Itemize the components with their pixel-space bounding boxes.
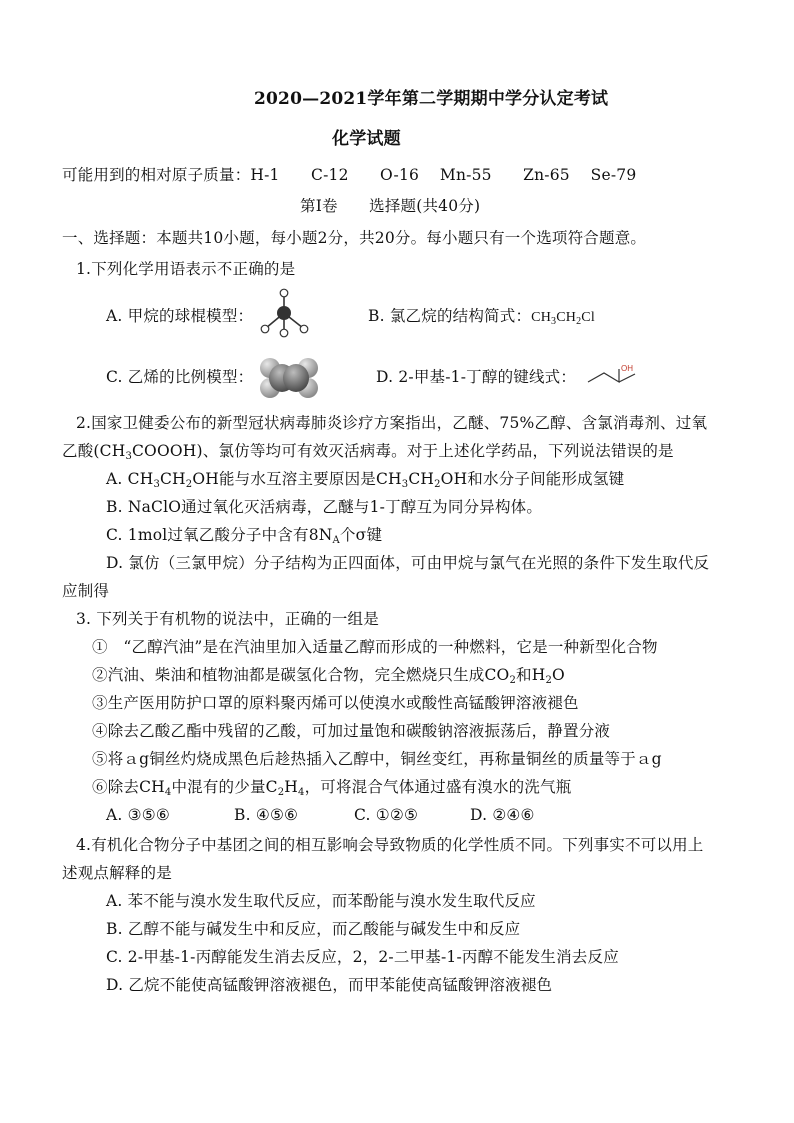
section-heading: 第Ⅰ卷 选择题(共40分) <box>300 197 481 215</box>
q3-option-c: C. ①②⑤ <box>354 806 419 824</box>
exam-title: 2020—2021学年第二学期期中学分认定考试 <box>254 89 609 109</box>
q2-stem-line2: 乙酸$(CH_3COOOH)$、氯仿等均可有效灭活病毒。对于上述化学药品，下列说法错误的是 <box>62 442 674 462</box>
q3-item-6: ⑥除去$CH_4$中混有的少量$C_2H_4$，可将混合气体通过盛有溴水的洗气瓶 <box>92 778 572 798</box>
q2-option-a: A. $CH_3CH_2OH$能与水互溶主要原因是$CH_3CH_2OH$和水分子间能形成氢键 <box>106 470 625 490</box>
q1-option-b: B. 氯乙烷的结构简式：$CH_3CH_2Cl$ <box>368 307 595 327</box>
q1-option-c: C. 乙烯的比例模型： <box>106 368 254 386</box>
q2-stem-line1: 2.国家卫健委公布的新型冠状病毒肺炎诊疗方案指出，乙醚、75%乙醇、含氯消毒剂、过氧 <box>76 414 708 432</box>
methylbutanol-skeletal-formula <box>584 360 644 390</box>
methane-ball-stick-model <box>254 288 314 340</box>
q3-item-2: ②汽油、柴油和植物油都是碳氢化合物，完全燃烧只生成$CO_2$和$H_2O$ <box>92 666 565 686</box>
q2-option-b: B. NaClO通过氧化灭活病毒，乙醚与1-丁醇互为同分异构体。 <box>106 498 543 516</box>
part1-instruction: 一、选择题：本题共10小题，每小题2分，共20分。每小题只有一个选项符合题意。 <box>62 229 647 247</box>
q4-option-b: B. 乙醇不能与碱发生中和反应，而乙酸能与碱发生中和反应 <box>106 920 521 938</box>
q1-option-a: A. 甲烷的球棍模型： <box>106 307 254 325</box>
q3-item-3: ③生产医用防护口罩的原料聚丙烯可以使溴水或酸性高锰酸钾溶液褪色 <box>92 694 579 712</box>
q1-stem: 1.下列化学用语表示不正确的是 <box>76 260 296 278</box>
q3-item-4: ④除去乙酸乙酯中残留的乙酸，可加过量饱和碳酸钠溶液振荡后，静置分液 <box>92 722 611 740</box>
ethylene-space-filling-model <box>258 357 320 399</box>
q4-stem-line2: 述观点解释的是 <box>62 864 172 882</box>
q4-option-a: A. 苯不能与溴水发生取代反应，而苯酚能与溴水发生取代反应 <box>106 892 536 910</box>
chloroethane-formula: $CH_3CH_2Cl$ <box>531 310 595 327</box>
q2-option-c: C. 1mol过氧乙酸分子中含有$8N_A$个σ键 <box>106 526 383 546</box>
q4-option-c: C. 2-甲基-1-丙醇能发生消去反应，2，2-二甲基-1-丙醇不能发生消去反应 <box>106 948 619 966</box>
q3-option-d: D. ②④⑥ <box>470 806 535 824</box>
q2-option-d-line2: 应制得 <box>62 582 110 600</box>
atomic-masses: 可能用到的相对原子质量：H-1 C-12 O-16 Mn-55 Zn-65 Se-79 <box>62 166 637 184</box>
q3-option-b: B. ④⑤⑥ <box>234 806 299 824</box>
hydroxyl-label: OH <box>621 364 633 373</box>
q3-stem: 3. 下列关于有机物的说法中，正确的一组是 <box>76 610 379 628</box>
subject-title: 化学试题 <box>332 129 401 149</box>
q4-option-d: D. 乙烷不能使高锰酸钾溶液褪色，而甲苯能使高锰酸钾溶液褪色 <box>106 976 553 994</box>
q1-option-d: D. 2-甲基-1-丁醇的键线式： <box>376 368 577 386</box>
q2-option-d-line1: D. 氯仿（三氯甲烷）分子结构为正四面体，可由甲烷与氯气在光照的条件下发生取代反 <box>106 554 710 572</box>
q4-stem-line1: 4.有机化合物分子中基团之间的相互影响会导致物质的化学性质不同。下列事实不可以用上 <box>76 836 704 854</box>
q3-item-5: ⑤将ａg铜丝灼烧成黑色后趁热插入乙醇中，铜丝变红，再称量铜丝的质量等于ａg <box>92 750 662 768</box>
q3-item-1: ① “乙醇汽油”是在汽油里加入适量乙醇而形成的一种燃料，它是一种新型化合物 <box>92 638 658 656</box>
q3-option-a: A. ③⑤⑥ <box>106 806 170 824</box>
